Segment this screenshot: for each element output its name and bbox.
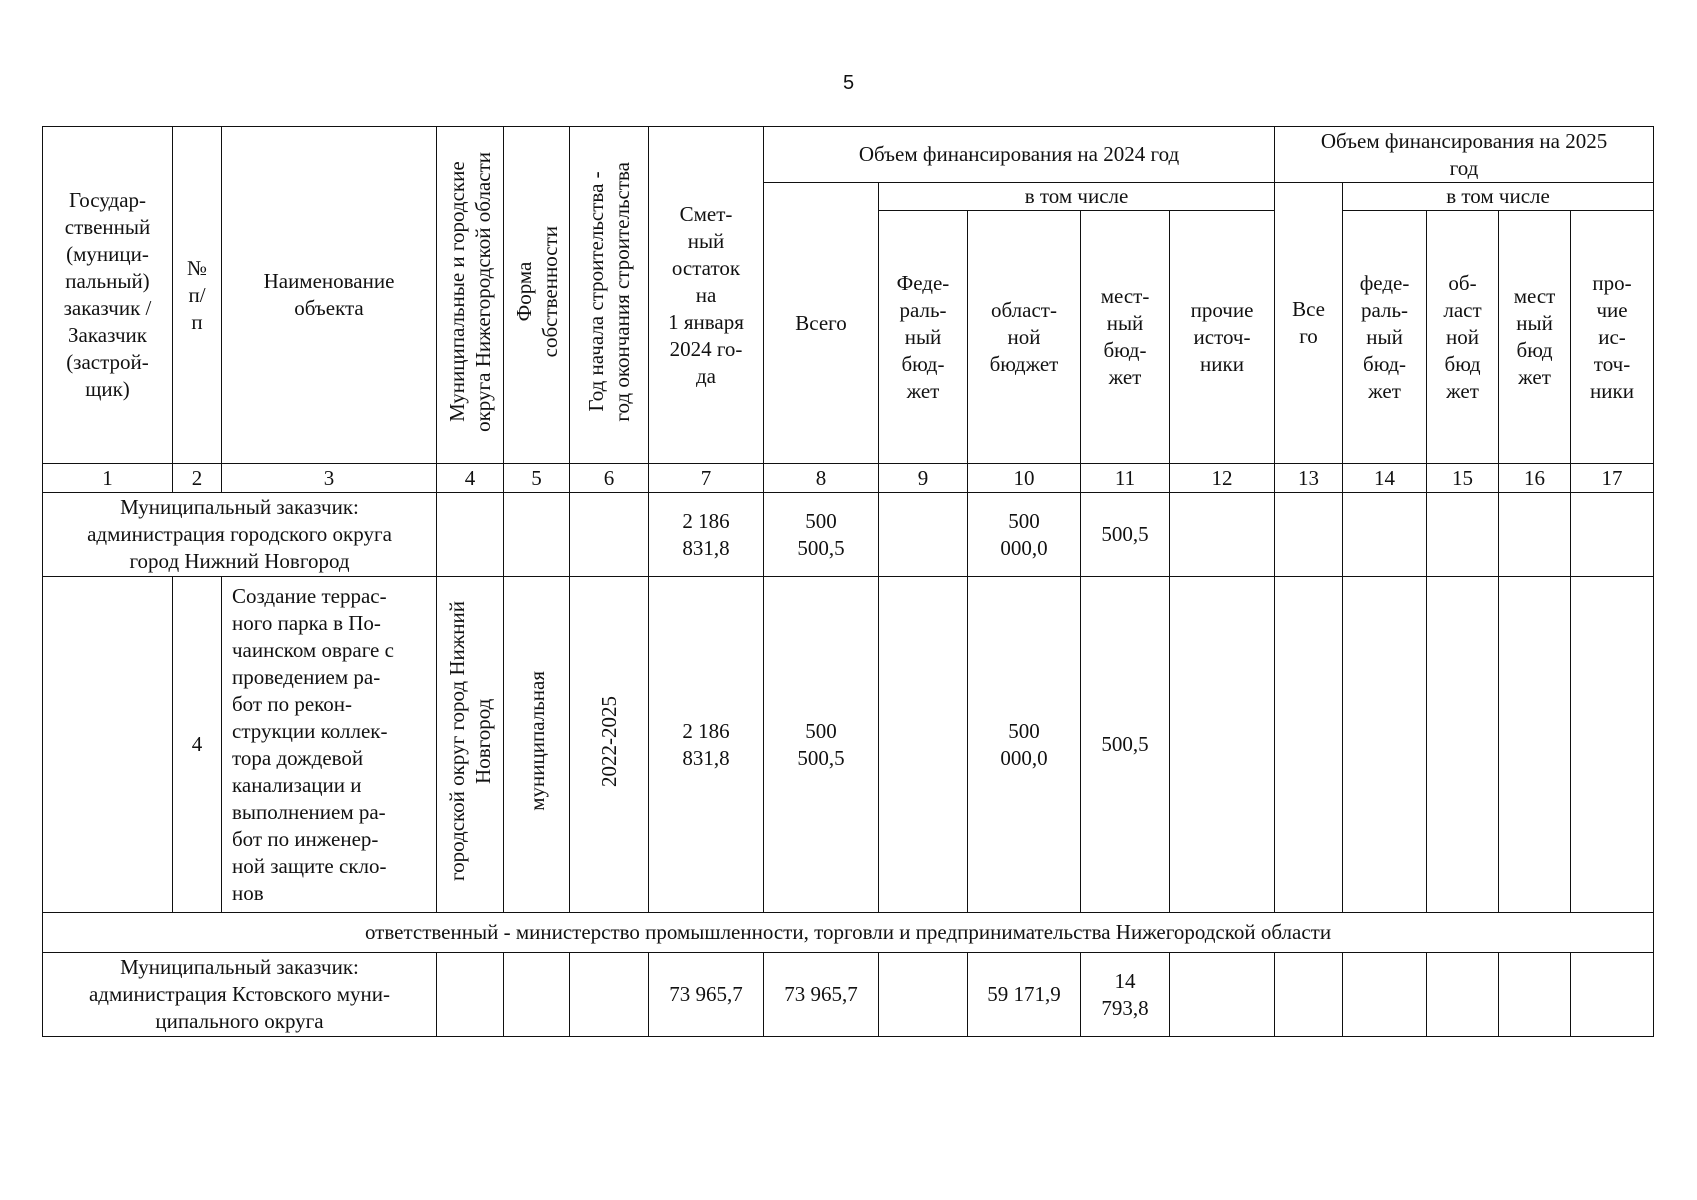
header-estimate: Смет- ный остаток на 1 января 2024 го- да: [649, 127, 764, 464]
column-number: 1: [43, 464, 173, 493]
empty-cell: [1499, 577, 1571, 913]
regional-2024-value: 500 000,0: [968, 577, 1081, 913]
header-ownership: Форма собственности: [511, 225, 562, 358]
object-years: 2022-2025: [597, 695, 621, 787]
empty-cell: [1343, 493, 1427, 577]
header-local-2024: мест- ный бюд- жет: [1081, 211, 1170, 464]
empty-cell: [1427, 953, 1499, 1037]
empty-cell: [1571, 953, 1654, 1037]
object-district: городской округ город Нижний Новгород: [445, 601, 495, 881]
column-number: 15: [1427, 464, 1499, 493]
header-district: Муниципальные и городские округа Нижегородской области: [445, 151, 495, 432]
estimate-value: 2 186 831,8: [649, 493, 764, 577]
column-number: 2: [173, 464, 222, 493]
empty-cell: [43, 577, 173, 913]
column-number: 9: [879, 464, 968, 493]
regional-2024-value: 59 171,9: [968, 953, 1081, 1037]
header-federal-2025: феде- раль- ный бюд- жет: [1343, 211, 1427, 464]
empty-cell: [1343, 577, 1427, 913]
empty-cell: [879, 577, 968, 913]
header-financing-2024: Объем финансирования на 2024 год: [764, 127, 1275, 183]
header-other-2025: про- чие ис- точ- ники: [1571, 211, 1654, 464]
total-2024-value: 73 965,7: [764, 953, 879, 1037]
header-other-2024: прочие источ- ники: [1170, 211, 1275, 464]
empty-cell: [1499, 953, 1571, 1037]
header-total-2025: Все го: [1275, 183, 1343, 464]
header-financing-2025: Объем финансирования на 2025 год: [1275, 127, 1654, 183]
object-name: Создание террас- ного парка в По- чаинском овраге с проведением ра- бот по рекон- струкции коллек- тора дождевой канализации и выполнением ра- бот по инженер- ной защите скло- нов: [222, 577, 437, 913]
header-object-name: Наименование объекта: [222, 127, 437, 464]
empty-cell: [1571, 577, 1654, 913]
empty-cell: [437, 493, 504, 577]
header-federal-2024: Феде- раль- ный бюд- жет: [879, 211, 968, 464]
empty-cell: [1170, 493, 1275, 577]
column-number: 7: [649, 464, 764, 493]
table-row: [43, 953, 1654, 1037]
empty-cell: [1170, 953, 1275, 1037]
column-number: 16: [1499, 464, 1571, 493]
empty-cell: [1571, 493, 1654, 577]
empty-cell: [570, 493, 649, 577]
header-total-2024: Всего: [764, 183, 879, 464]
investment-table: [42, 126, 1654, 1037]
customer-label: Муниципальный заказчик: администрация городского округа город Нижний Новгород: [43, 493, 437, 577]
district-cell: [437, 577, 504, 913]
empty-cell: [437, 953, 504, 1037]
empty-cell: [879, 953, 968, 1037]
empty-cell: [1499, 493, 1571, 577]
header-customer: Государ- ственный (муници- пальный) заказчик / Заказчик (застрой- щик): [43, 127, 173, 464]
empty-cell: [570, 953, 649, 1037]
responsible-ministry: ответственный - министерство промышленности, торговли и предпринимательства Нижегородской области: [43, 913, 1654, 953]
total-2024-value: 500 500,5: [764, 577, 879, 913]
header-including-2024: в том числе: [879, 183, 1275, 211]
empty-cell: [879, 493, 968, 577]
table-row: [43, 577, 1654, 913]
column-number: 14: [1343, 464, 1427, 493]
page-number: 5: [842, 72, 855, 94]
table-row: [43, 913, 1654, 953]
ownership-cell: [504, 577, 570, 913]
column-number: 5: [504, 464, 570, 493]
empty-cell: [1275, 577, 1343, 913]
header-regional-2024: област- ной бюджет: [968, 211, 1081, 464]
table-row: [43, 493, 1654, 577]
column-number: 11: [1081, 464, 1170, 493]
header-district-cell: [437, 127, 504, 464]
header-years: Год начала строительства - год окончания строительства: [584, 161, 634, 422]
header-including-2025: в том числе: [1343, 183, 1654, 211]
header-regional-2025: об- ласт ной бюд жет: [1427, 211, 1499, 464]
empty-cell: [1275, 953, 1343, 1037]
empty-cell: [504, 493, 570, 577]
empty-cell: [1170, 577, 1275, 913]
column-number: 17: [1571, 464, 1654, 493]
empty-cell: [1343, 953, 1427, 1037]
local-2024-value: 500,5: [1081, 577, 1170, 913]
column-number: 10: [968, 464, 1081, 493]
header-years-cell: [570, 127, 649, 464]
empty-cell: [1427, 577, 1499, 913]
estimate-value: 2 186 831,8: [649, 577, 764, 913]
local-2024-value: 14 793,8: [1081, 953, 1170, 1037]
estimate-value: 73 965,7: [649, 953, 764, 1037]
empty-cell: [1275, 493, 1343, 577]
total-2024-value: 500 500,5: [764, 493, 879, 577]
column-number: 8: [764, 464, 879, 493]
column-number: 4: [437, 464, 504, 493]
column-number: 13: [1275, 464, 1343, 493]
header-local-2025: мест ный бюд жет: [1499, 211, 1571, 464]
local-2024-value: 500,5: [1081, 493, 1170, 577]
header-number: № п/ п: [173, 127, 222, 464]
customer-label: Муниципальный заказчик: администрация Кстовского муни- ципального округа: [43, 953, 437, 1037]
column-number: 3: [222, 464, 437, 493]
empty-cell: [1427, 493, 1499, 577]
object-number: 4: [173, 577, 222, 913]
header-ownership-cell: [504, 127, 570, 464]
years-cell: [570, 577, 649, 913]
empty-cell: [504, 953, 570, 1037]
object-ownership: муниципальная: [524, 671, 549, 811]
column-number: 12: [1170, 464, 1275, 493]
column-number: 6: [570, 464, 649, 493]
regional-2024-value: 500 000,0: [968, 493, 1081, 577]
